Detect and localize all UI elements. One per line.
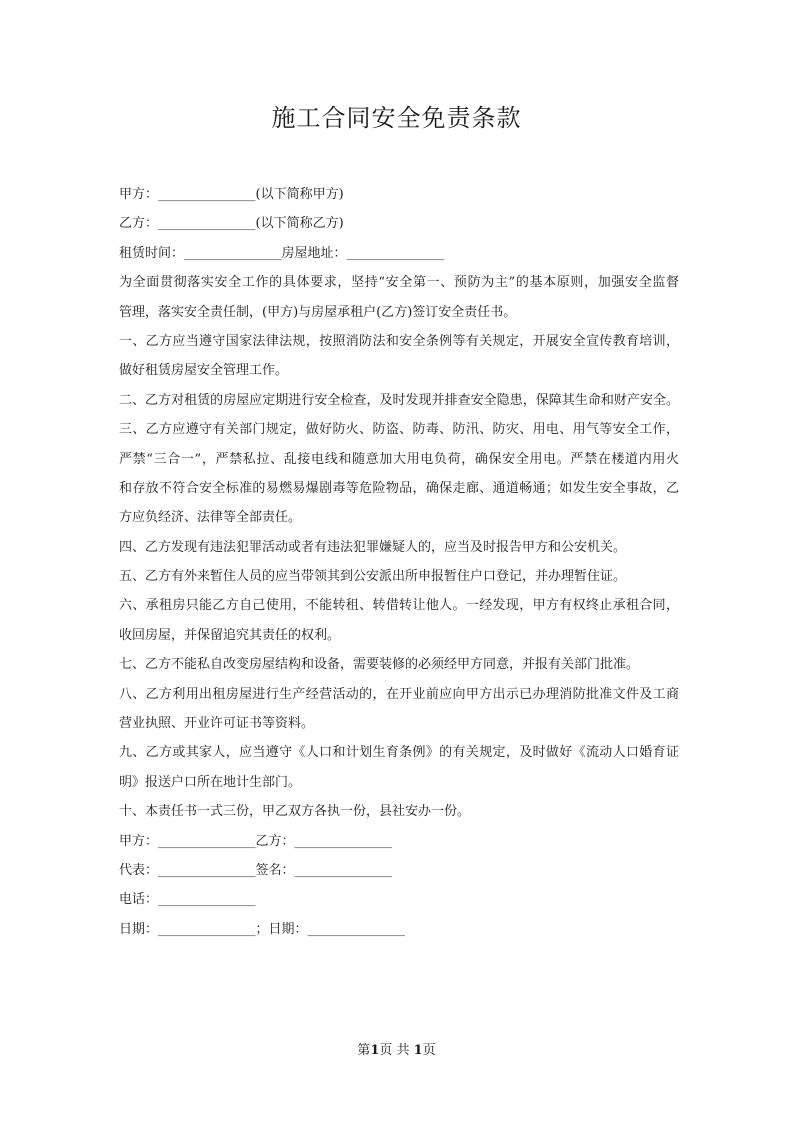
text-line: 十、本责任书一式三份，甲乙双方各执一份，县社安办一份。 (119, 804, 471, 820)
text-line: 六、承租房只能乙方自己使用，不能转租、转借转让他人。一经发现，甲方有权终止承租合同， (119, 598, 679, 614)
text-line: 收回房屋，并保留追究其责任的权利。 (119, 627, 341, 643)
text-line: 方应负经济、法律等全部责任。 (119, 510, 302, 526)
text-line: 一、乙方应当遵守国家法律法规，按照消防法和安全条例等有关规定，开展安全宣传教育培训， (119, 333, 679, 349)
total-page-number: 1 (413, 1043, 423, 1058)
text-line: 二、乙方对租赁的房屋应定期进行安全检查，及时发现并排查安全隐患，保障其生命和财产安全。 (119, 392, 679, 408)
text-line: 四、乙方发现有违法犯罪活动或者有违法犯罪嫌疑人的，应当及时报告甲方和公安机关。 (119, 539, 627, 555)
footer-middle: 页 共 (379, 1043, 410, 1058)
text-line: 和存放不符合安全标准的易燃易爆剧毒等危险物品，确保走廊、通道畅通；如发生安全事故，乙 (119, 480, 679, 496)
text-line: 甲方：_______________(以下简称甲方) (119, 187, 344, 202)
document-body (119, 180, 679, 944)
text-line: 做好租赁房屋安全管理工作。 (119, 363, 289, 379)
text-line: 管理，落实安全责任制，(甲方)与房屋承租户(乙方)签订安全责任书。 (119, 304, 517, 320)
footer-suffix: 页 (422, 1043, 436, 1058)
document-title: 施工合同安全免责条款 (271, 104, 522, 132)
signature-line: 代表：_______________签名：_______________ (119, 862, 393, 878)
text-line: 七、乙方不能私自改变房屋结构和设备，需要装修的必须经甲方同意，并报有关部门批准。 (119, 657, 640, 673)
text-line: 八、乙方利用出租房屋进行生产经营活动的，在开业前应向甲方出示已办理消防批准文件及工商 (119, 686, 679, 702)
text-line: 严禁“三合一”，严禁私拉、乱接电线和随意加大用电负荷，确保安全用电。严禁在楼道内用火 (119, 451, 679, 467)
page-footer (0, 1040, 793, 1062)
signature-line: 甲方：_______________乙方：_______________ (119, 833, 393, 849)
text-line: 为全面贯彻落实安全工作的具体要求，坚持“安全第一、预防为主”的基本原则，加强安全监督 (119, 275, 679, 291)
text-line: 乙方：_______________(以下简称乙方) (119, 216, 344, 232)
current-page-number: 1 (370, 1043, 380, 1058)
text-line: 租赁时间：_______________房屋地址：_______________ (119, 245, 445, 261)
text-line: 五、乙方有外来暂住人员的应当带领其到公安派出所申报暂住户口登记，并办理暂住证。 (119, 569, 627, 585)
text-line: 九、乙方或其家人，应当遵守《人口和计划生育条例》的有关规定，及时做好《流动人口婚育证 (119, 745, 679, 761)
footer-prefix: 第 (357, 1043, 371, 1058)
signature-line: 电话：_______________ (119, 892, 256, 908)
text-line: 三、乙方应遵守有关部门规定，做好防火、防盗、防毒、防汛、防灾、用电、用气等安全工作， (119, 422, 679, 438)
text-line: 营业执照、开业许可证书等资料。 (119, 716, 315, 732)
signature-line: 日期：_______________；日期：_______________ (119, 921, 406, 937)
text-line: 明》报送户口所在地计生部门。 (119, 774, 302, 790)
